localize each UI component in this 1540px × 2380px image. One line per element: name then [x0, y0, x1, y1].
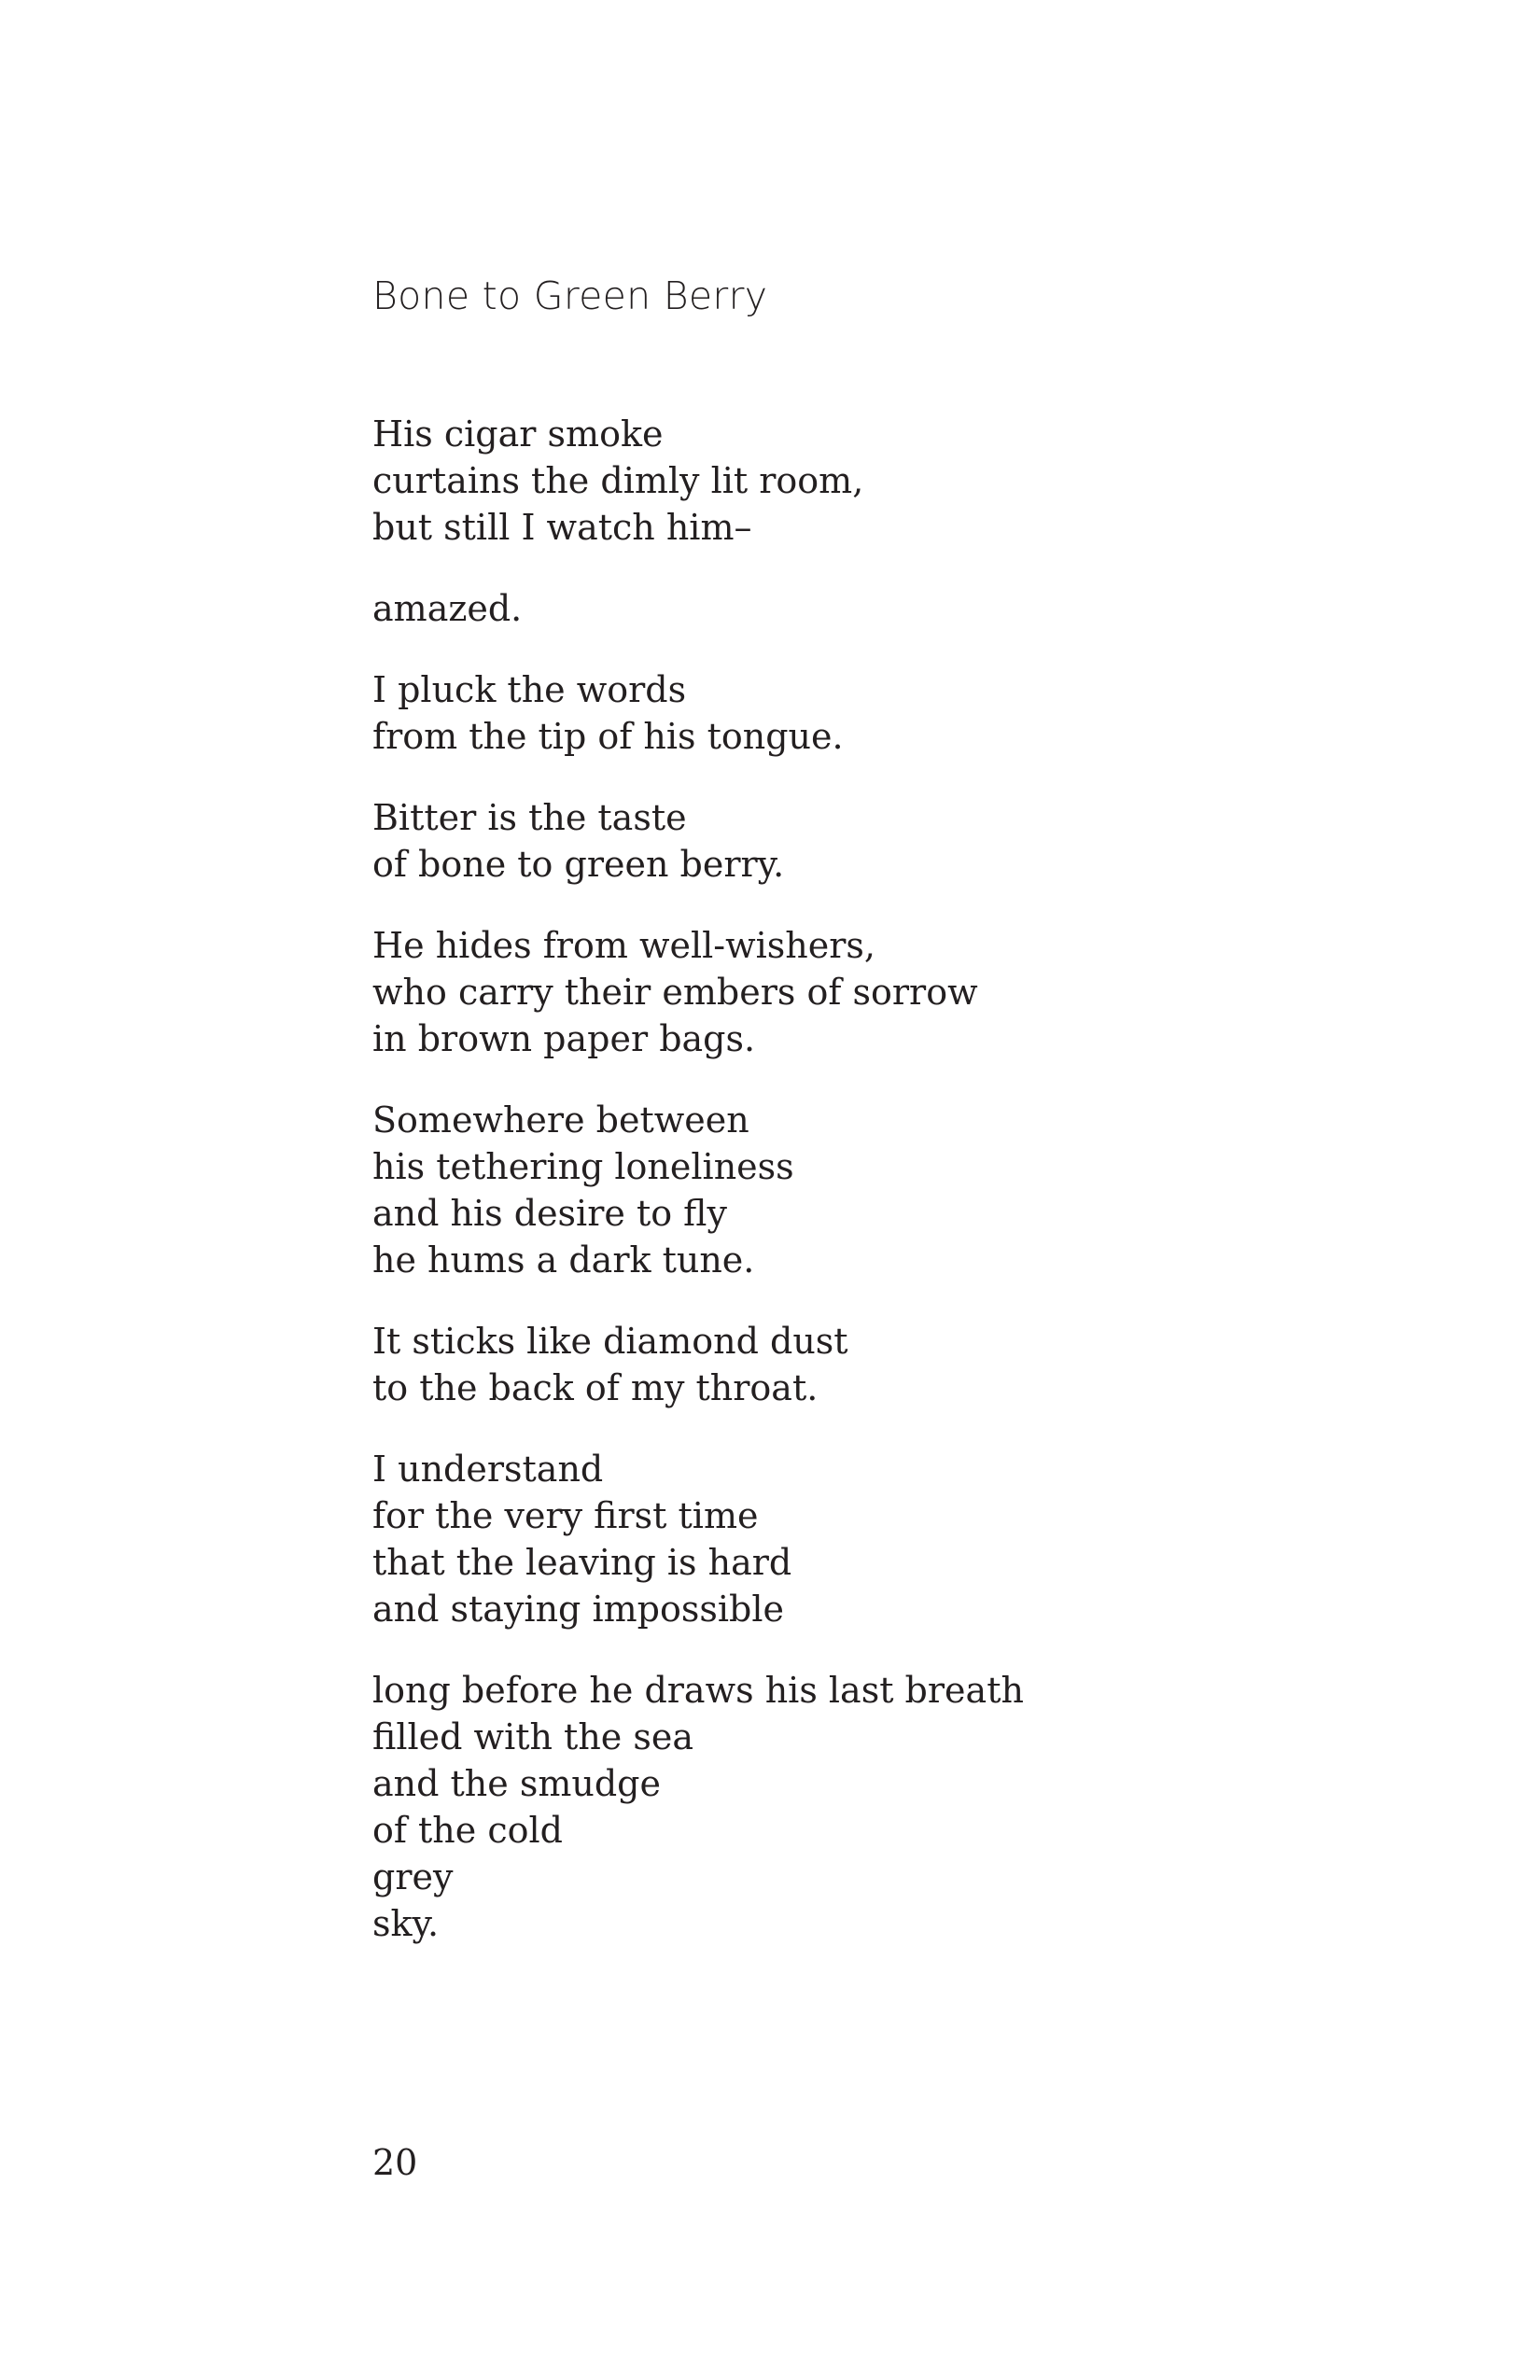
stanza	[372, 794, 1399, 888]
stanza	[372, 411, 1399, 551]
poem-line: long before he draws his last breath	[372, 1670, 1024, 1711]
stanza	[372, 1097, 1399, 1283]
poem-body	[372, 411, 1399, 1981]
poem-line: that the leaving is hard	[372, 1542, 792, 1583]
stanza	[372, 585, 1399, 632]
poem-line: in brown paper bags.	[372, 1018, 756, 1059]
poem-line: but still I watch him–	[372, 507, 752, 548]
poem-line: to the back of my throat.	[372, 1367, 819, 1408]
poem-line: and his desire to fly	[372, 1193, 727, 1234]
poem-line: curtains the dimly lit room,	[372, 460, 864, 501]
poem-line: His cigar smoke	[372, 413, 664, 455]
poem-line: I understand	[372, 1449, 604, 1490]
poem-line: from the tip of his tongue.	[372, 716, 844, 757]
poem-line: amazed.	[372, 588, 523, 629]
poem-line: of the cold	[372, 1810, 563, 1851]
stanza	[372, 922, 1399, 1062]
poem-line: he hums a dark tune.	[372, 1239, 755, 1281]
poem-line: and staying impossible	[372, 1589, 784, 1630]
stanza	[372, 1318, 1399, 1411]
poem-line: It sticks like diamond dust	[372, 1321, 848, 1362]
stanza	[372, 1667, 1399, 1947]
stanza	[372, 666, 1399, 760]
poem-line: filled with the sea	[372, 1716, 694, 1757]
page-number: 20	[372, 2142, 418, 2183]
poem-line: He hides from well-wishers,	[372, 925, 875, 966]
poem-line: of bone to green berry.	[372, 844, 785, 885]
poem-title: Bone to Green Berry	[372, 273, 768, 318]
poem-line: grey	[372, 1856, 454, 1897]
poem-line: Somewhere between	[372, 1099, 749, 1141]
poem-line: and the smudge	[372, 1763, 661, 1804]
poem-line: his tethering loneliness	[372, 1146, 794, 1187]
poem-line: sky.	[372, 1903, 440, 1944]
stanza	[372, 1446, 1399, 1632]
poem-line: who carry their embers of sorrow	[372, 972, 978, 1013]
poem-line: Bitter is the taste	[372, 797, 687, 838]
poem-line: for the very first time	[372, 1495, 759, 1536]
poem-line: I pluck the words	[372, 669, 687, 710]
